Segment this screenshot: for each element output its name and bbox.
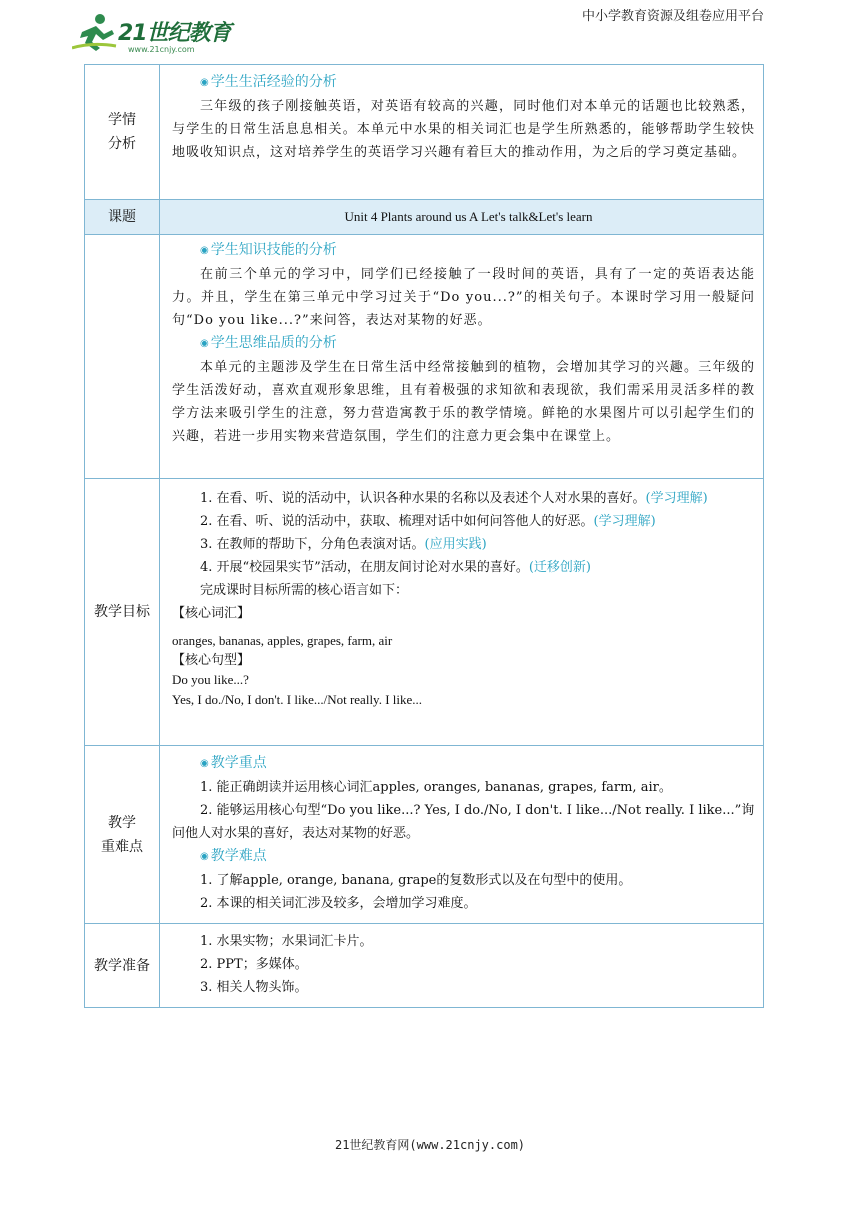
heading-life-experience: ◉ 学生生活经验的分析 bbox=[172, 71, 755, 95]
core-vocab-title: 【核心词汇】 bbox=[172, 606, 251, 621]
learner-analysis-content bbox=[160, 65, 764, 200]
row-objectives bbox=[85, 479, 764, 746]
core-sentence-2: Yes, I do./No, I don't. I like.../Not really. I like... bbox=[172, 692, 423, 707]
objectives-content bbox=[160, 479, 764, 746]
key-point-item: 1. 能正确朗读并运用核心词汇apples, oranges, bananas, grapes, farm, air。 bbox=[200, 780, 672, 795]
objective-item: 3. 在教师的帮助下，分角色表演对话。(应用实践) bbox=[200, 537, 487, 552]
core-sentence-title: 【核心句型】 bbox=[172, 653, 251, 668]
knowledge-skills-text: 在前三个单元的学习中，同学们已经接触了一段时间的英语，具有了一定的英语表达能力。并且，学生在第三单元中学习过关于“Do you...?”的相关句子。本课时学习用一般疑问句“Do you like...?”来问答，表达对某物的好恶。 bbox=[172, 267, 755, 328]
logo-wordmark: 21世纪教育 bbox=[118, 21, 231, 46]
heading-thinking-quality: ◉ 学生思维品质的分析 bbox=[172, 332, 755, 356]
lesson-plan-table bbox=[84, 64, 764, 1008]
label-key-points: 教学 重难点 bbox=[85, 746, 160, 924]
topic-content bbox=[160, 200, 764, 235]
row-preparation bbox=[85, 924, 764, 1008]
thinking-quality-text: 本单元的主题涉及学生在日常生活中经常接触到的植物，会增加其学习的兴趣。三年级的学生活泼好动，喜欢直观形象思维，且有着极强的求知欲和表现欲，我们需采用灵活多样的教学方法来吸引学生的注意，努力营造寓教于乐的教学情境。鲜艳的水果图片可以引起学生们的兴趣，若进一步用实物来营造氛围，学生们的注意力更会集中在课堂上。 bbox=[172, 360, 755, 444]
row-learner-analysis bbox=[85, 65, 764, 200]
prep-item: 1. 水果实物；水果词汇卡片。 bbox=[200, 934, 373, 949]
preparation-content bbox=[160, 924, 764, 1008]
student-analysis-content bbox=[160, 235, 764, 479]
page-header bbox=[0, 0, 860, 60]
label-objectives: 教学目标 bbox=[85, 479, 160, 746]
core-vocab: oranges, bananas, apples, grapes, farm, air bbox=[172, 633, 393, 648]
objective-item: 2. 在看、听、说的活动中，获取、梳理对话中如何问答他人的好恶。(学习理解) bbox=[200, 514, 656, 529]
label-learner-analysis: 学情 分析 bbox=[85, 65, 160, 200]
core-sentence-1: Do you like...? bbox=[172, 672, 249, 687]
lesson-title: Unit 4 Plants around us A Let's talk&Let's learn bbox=[344, 209, 593, 224]
label-empty bbox=[85, 235, 160, 479]
heading-difficulties: ◉ 教学难点 bbox=[172, 845, 755, 869]
logo-url: www.21cnjy.com bbox=[128, 45, 195, 54]
objective-item: 1. 在看、听、说的活动中，认识各种水果的名称以及表述个人对水果的喜好。(学习理解) bbox=[200, 491, 708, 506]
heading-knowledge-skills: ◉ 学生知识技能的分析 bbox=[172, 239, 755, 263]
difficulty-item: 1. 了解apple, orange, banana, grape的复数形式以及在句型中的使用。 bbox=[200, 873, 632, 888]
page-footer[interactable]: 21世纪教育网(www.21cnjy.com) bbox=[334, 1138, 526, 1152]
site-logo[interactable] bbox=[72, 12, 242, 56]
objective-item: 4. 开展“校园果实节”活动，在朋友间讨论对水果的喜好。(迁移创新) bbox=[200, 560, 591, 575]
prep-item: 3. 相关人物头饰。 bbox=[200, 980, 308, 995]
platform-name: 中小学教育资源及组卷应用平台 bbox=[581, 9, 764, 24]
difficulty-item: 2. 本课的相关词汇涉及较多，会增加学习难度。 bbox=[200, 896, 477, 911]
key-points-content bbox=[160, 746, 764, 924]
heading-key-points: ◉ 教学重点 bbox=[172, 752, 755, 776]
prep-item: 2. PPT；多媒体。 bbox=[200, 957, 308, 972]
runner-logo-icon bbox=[72, 12, 122, 52]
core-language-intro: 完成课时目标所需的核心语言如下： bbox=[200, 583, 409, 598]
row-topic bbox=[85, 200, 764, 235]
key-point-item: 2. 能够运用核心句型“Do you like...? Yes, I do./No, I don't. I like.../Not really. I like...”询问他人对水果的喜好，表达对某物的好恶。 bbox=[172, 803, 755, 841]
label-preparation: 教学准备 bbox=[85, 924, 160, 1008]
life-experience-text: 三年级的孩子刚接触英语，对英语有较高的兴趣，同时他们对本单元的话题也比较熟悉，与学生的日常生活息息相关。本单元中水果的相关词汇也是学生所熟悉的，能够帮助学生较快地吸收知识点，这对培养学生的英语学习兴趣有着巨大的推动作用，为之后的学习奠定基础。 bbox=[172, 99, 755, 160]
row-key-points bbox=[85, 746, 764, 924]
row-student-analysis bbox=[85, 235, 764, 479]
label-topic: 课题 bbox=[85, 200, 160, 235]
